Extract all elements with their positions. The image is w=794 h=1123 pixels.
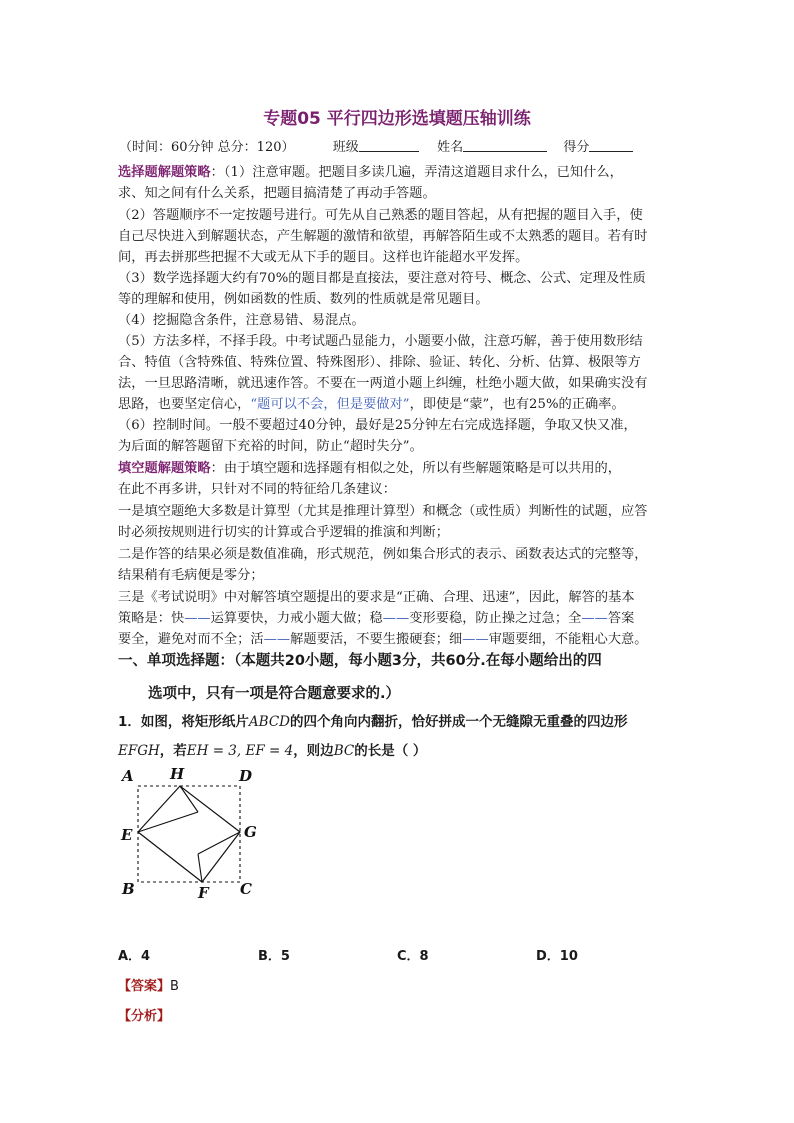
choice-strategy-line-3: （2）答题顺序不一定按题号进行。可先从自己熟悉的题目答起，从有把握的题目入手，使 [118,208,643,223]
analysis-label: 【分析】 [118,1009,171,1024]
section-heading: 一、单项选择题：（本题共20小题，每小题3分，共60分.在每小题给出的四 [118,653,602,669]
option-c[interactable]: C．8 [397,949,429,964]
option-a[interactable]: A．4 [118,949,151,964]
class-label: 班级 [332,140,359,155]
geometry-figure [118,762,268,902]
question-1-line-2 [118,739,426,759]
fill-strategy-line-5: 二是作答的结果必须是数值准确，形式规范，例如集合形式的表示、函数表达式的完整等， [118,547,648,562]
text: ，若 [159,743,187,759]
text: 的长是（ ） [354,743,427,759]
text: 1．如图，将矩形纸片 [118,714,249,730]
answer-value: B [170,979,179,994]
choice-strategy-line-9: （5）方法多样，不择手段。中考试题凸显能力，小题要小做，注意巧解，善于使用数形结 [118,334,643,349]
analysis-line [118,1005,170,1024]
dash: —— [263,632,291,647]
fill-strategy-line-1 [118,457,621,476]
fill-strategy-line-6: 结果稍有毛病便是零分； [118,568,264,583]
fill-strategy-line-2: 在此不再多讲，只针对不同的特征给几条建议： [118,482,396,497]
rectangle-abcd [138,786,240,882]
choice-strategy-line-12 [118,393,625,412]
dash: —— [184,611,211,626]
label-g: G [244,823,257,841]
quote-text: “题可以不会，但是要做对” [250,397,410,412]
option-b[interactable]: B．5 [258,949,290,964]
text: 运算要快，力戒小题大做；稳 [210,611,383,626]
answer-label: 【答案】 [118,979,171,994]
option-d[interactable]: D．10 [536,949,578,964]
label-h: H [170,765,185,783]
fill-strategy-line-8 [118,607,634,626]
text: 要全，避免对而不全；活 [118,632,264,647]
page-title: 专题05 平行四边形选填题压轴训练 [263,109,531,129]
fill-strategy-line-9 [118,628,648,647]
text: 的四个角向内翻折，恰好拼成一个无缝隙无重叠的四边形 [289,714,628,730]
text: 变形要稳，防止操之过急；全 [409,611,582,626]
choice-strategy-line-11: 法，一旦思路清晰，就迅速作答。不要在一两道小题上纠缠，杜绝小题大做，如果确实没有 [118,376,648,391]
text: ，则边 [293,743,334,759]
text: 解题要活，不要生搬硬套；细 [290,632,463,647]
choice-strategy-line-2: 求、知之间有什么关系，把题目搞清楚了再动手答题。 [118,186,436,201]
label-c: C [240,880,252,898]
math: EH = 3, EF = 4 [186,743,294,759]
choice-strategy-line-10: 合、特值（含特殊值、特殊位置、特殊图形）、排除、验证、转化、分析、估算、极限等方 [118,355,641,370]
name-label: 姓名 [437,140,464,155]
text: 审题要细，不能粗心大意。 [488,632,648,647]
fill-strategy-line-7: 三是《考试说明》中对解答填空题提出的要求是“正确、合理、迅速”，因此，解答的基本 [118,590,635,605]
dash: —— [462,632,489,647]
text: ：（1）注意审题。把题目多读几遍，弄清这道题目求什么，已知什么， [210,165,623,180]
question-1-line-1 [118,710,627,730]
dash: —— [382,611,410,626]
fill-strategy-heading: 填空题解题策略 [118,461,211,476]
text: 策略是：快 [118,611,185,626]
label-d: D [239,767,253,785]
label-f: F [198,884,209,902]
choice-strategy-line-6: （3）数学选择题大约有70%的题目都是直接法，要注意对符号、概念、公式、定理及性质 [118,271,646,286]
fill-strategy-line-4: 时必须按规则进行切实的计算或合乎逻辑的推演和判断； [118,525,449,540]
text: 思路，也要坚定信心， [118,397,251,412]
choice-strategy-heading: 选择题解题策略 [118,165,211,180]
text: ：由于填空题和选择题有相似之处，所以有些解题策略是可以共用的， [210,461,622,476]
dash: —— [581,611,608,626]
quadrilateral-efgh [138,786,240,882]
fill-strategy-line-3: 一是填空题绝大多数是计算型（尤其是推理计算型）和概念（或性质）判断性的试题，应答 [118,504,648,519]
choice-strategy-line-5: 间，再去拼那些把握不大或无从下手的题目。这样也许能超水平发挥。 [118,250,529,265]
exam-meta [119,136,633,155]
math: EFGH [118,743,160,759]
choice-strategy-line-7: 等的理解和使用，例如函数的性质、数列的性质就是常见题目。 [118,292,489,307]
text: 答案 [607,611,635,626]
choice-strategy-line-4: 自己尽快进入到解题状态，产生解题的激情和欲望，再解答陌生或不太熟悉的题目。若有时 [118,229,648,244]
label-e: E [121,826,133,844]
fold-line-4 [198,854,202,882]
answer-line [118,975,179,994]
choice-strategy-line-1 [118,161,623,180]
class-field[interactable] [359,139,419,152]
label-a: A [122,767,134,785]
name-field[interactable] [463,139,547,152]
time-total: （时间：60分钟 总分：120） [119,140,295,155]
choice-strategy-line-8: （4）挖掘隐含条件，注意易错、易混点。 [118,313,365,328]
math: BC [333,743,355,759]
section-heading-2: 选项中，只有一项是符合题意要求的.） [148,686,401,702]
math: ABCD [248,714,290,730]
score-field[interactable] [589,139,633,152]
fold-line-2 [180,786,198,812]
score-label: 得分 [563,140,590,155]
fold-line-3 [198,832,240,854]
label-b: B [122,880,135,898]
choice-strategy-line-14: 为后面的解答题留下充裕的时间，防止“超时失分”。 [118,439,423,454]
choice-strategy-line-13: （6）控制时间。一般不要超过40分钟，最好是25分钟左右完成选择题，争取又快又准， [118,418,637,433]
text: ，即使是“蒙”，也有25%的正确率。 [409,397,625,412]
